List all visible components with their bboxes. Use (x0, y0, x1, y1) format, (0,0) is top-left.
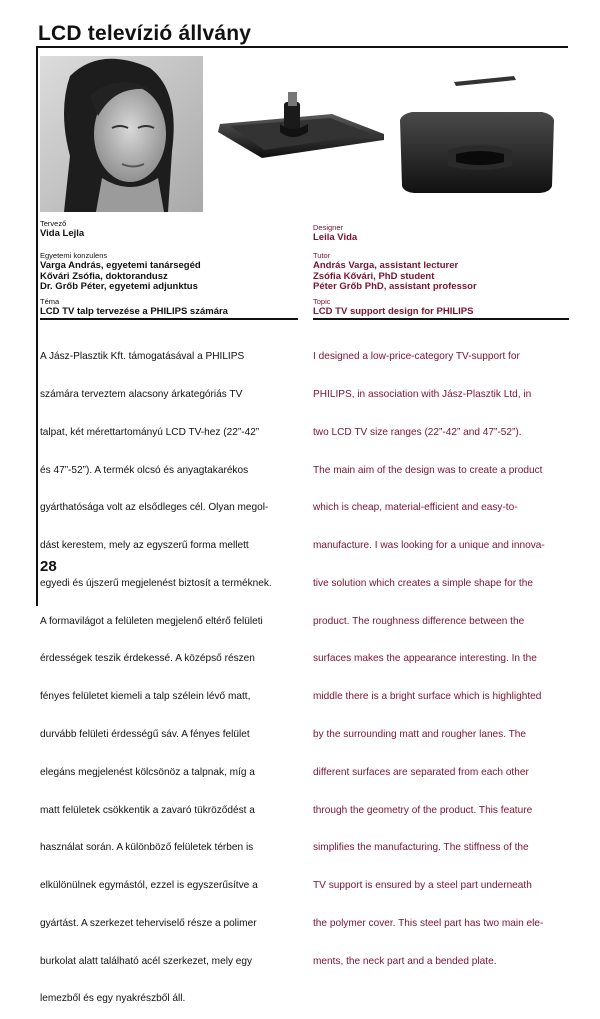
designer-portrait-photo (40, 56, 203, 212)
en-body-line: tive solution which creates a simple shape for the (313, 577, 533, 589)
en-body-line: ments, the neck part and a bended plate. (313, 955, 497, 967)
hu-topic-rule (40, 318, 298, 320)
en-body-line: through the geometry of the product. This feature (313, 804, 533, 816)
en-topic: LCD TV support design for PHILIPS (313, 306, 474, 317)
en-topic-rule (313, 318, 569, 320)
hu-body-line: elkülönülnek egymástól, ezzel is egyszerűsítve a (40, 880, 258, 892)
hu-consultants-block (40, 250, 201, 293)
hu-body-text (40, 326, 272, 1019)
hu-body-line: és 47”-52”). A termék olcsó és anyagtakarékos (40, 464, 249, 476)
page-title: LCD televízió állvány (38, 22, 252, 45)
en-body-line: product. The roughness difference between the (313, 615, 525, 627)
hu-body-line: érdességek teszik érdekessé. A középső részen (40, 653, 255, 665)
hu-body-line: durvább felületi érdességű sáv. A fényes felület (40, 729, 250, 740)
en-body-line: The main aim of the design was to create a product (313, 464, 543, 476)
en-body-line: simplifies the manufacturing. The stiffness of the (313, 842, 529, 854)
hu-designer-label: Tervező (40, 219, 67, 228)
hu-body-line: számára terveztem alacsony árkategóriás TV (40, 388, 243, 400)
hu-body-line: lemezből és egy nyakrészből áll. (40, 993, 186, 1005)
left-margin-rule (36, 46, 38, 606)
tv-stand-top-view-image (392, 62, 564, 212)
en-tutor-3: Péter Grőb PhD, assistant professor (313, 281, 477, 292)
en-topic-block (313, 296, 473, 318)
en-body-line: middle there is a bright surface which is highlighted (313, 691, 542, 703)
hu-consultant-3: Dr. Grőb Péter, egyetemi adjunktus (40, 281, 198, 292)
en-body-line: two LCD TV size ranges (22”-42” and 47”-52”). (313, 426, 522, 438)
hu-designer-name: Vida Lejla (40, 228, 85, 239)
en-tutor-label: Tutor (313, 251, 331, 260)
hu-consultant-2: Kővári Zsófia, doktorandusz (40, 270, 168, 282)
hu-body-line: talpat, két mérettartományú LCD TV-hez (22”-42” (40, 426, 260, 438)
hu-consultants-label: Egyetemi konzulens (40, 251, 108, 260)
hu-consultant-1: Varga András, egyetemi tanársegéd (40, 260, 201, 271)
hu-designer-block (40, 218, 84, 240)
page-number: 28 (40, 558, 57, 575)
hu-topic-label: Téma (40, 297, 60, 306)
en-body-line: PHILIPS, in association with Jász-Plasztik Ltd, in (313, 388, 532, 400)
en-designer-label: Designer (313, 223, 344, 232)
en-body-line: the polymer cover. This steel part has two main ele- (313, 917, 544, 929)
hu-body-line: A formavilágot a felületen megjelenő eltérő felületi (40, 615, 263, 627)
en-body-line: manufacture. I was looking for a unique and innova- (313, 540, 545, 552)
title-rule (36, 46, 568, 48)
tv-stand-side-view-image (212, 62, 384, 212)
en-designer-name: Leila Vida (313, 232, 358, 243)
hu-body-line: fényes felületet kiemeli a talp szélein lévő matt, (40, 691, 251, 703)
hu-topic-block (40, 296, 228, 318)
en-body-line: which is cheap, material-efficient and easy-to- (313, 502, 518, 514)
en-tutor-block (313, 250, 477, 293)
hu-body-line: elegáns megjelenést kölcsönöz a talpnak, míg a (40, 766, 255, 778)
hu-body-line: burkolat alatt található acél szerkezet, mely egy (40, 955, 253, 967)
hu-body-line: dást kerestem, mely az egyszerű forma mellett (40, 540, 249, 552)
hu-body-line: gyárthatósága volt az elsődleges cél. Olyan megol- (40, 502, 269, 514)
en-body-text (313, 326, 545, 981)
hu-body-line: matt felületek csökkentik a zavaró tükröződést a (40, 804, 255, 816)
en-body-line: TV support is ensured by a steel part underneath (313, 880, 532, 892)
en-body-line: surfaces makes the appearance interesting. In the (313, 653, 537, 665)
en-body-line: I designed a low-price-category TV-support for (313, 351, 520, 363)
hu-body-line: A Jász-Plasztik Kft. támogatásával a PHILIPS (40, 351, 245, 363)
en-tutor-1: András Varga, assistant lecturer (313, 260, 459, 271)
en-designer-block (313, 222, 357, 244)
hu-body-line: használat során. A különböző felületek térben is (40, 842, 254, 854)
hu-topic: LCD TV talp tervezése a PHILIPS számára (40, 306, 228, 317)
en-tutor-2: Zsófia Kővári, PhD student (313, 270, 435, 282)
hu-body-line: gyártást. A szerkezet teherviselő része a polimer (40, 917, 257, 929)
en-body-line: by the surrounding matt and rougher lanes. The (313, 729, 527, 740)
hu-body-line: egyedi és újszerű megjelenést biztosít a terméknek. (40, 577, 272, 589)
en-topic-label: Topic (313, 297, 331, 306)
en-body-line: different surfaces are separated from each other (313, 766, 529, 778)
